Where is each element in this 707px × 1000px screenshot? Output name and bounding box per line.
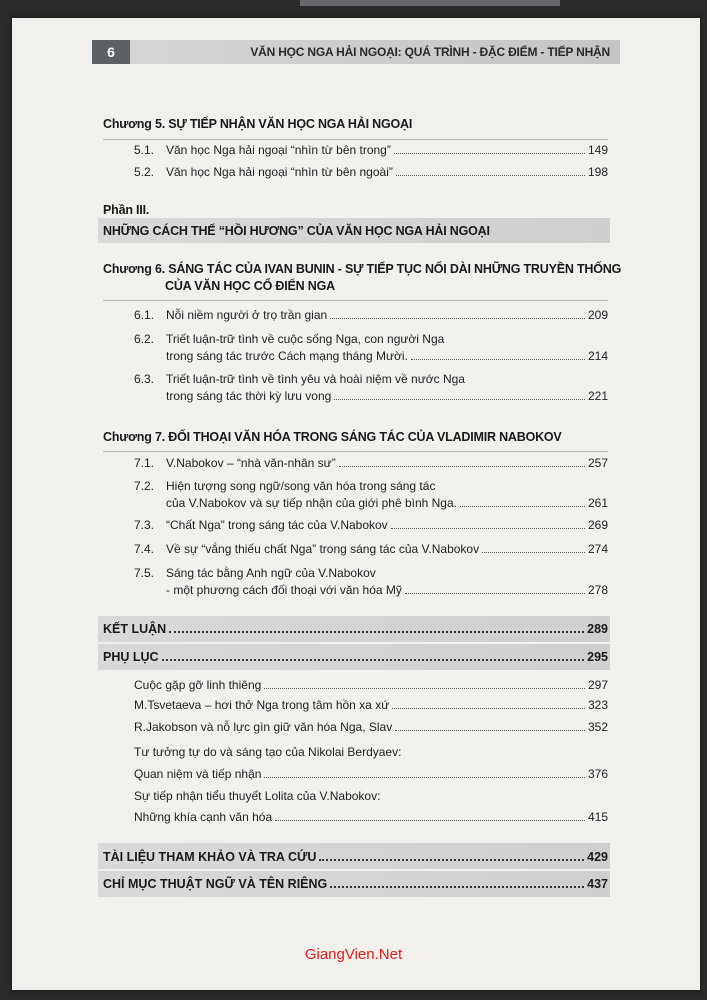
- toc-entry-5-2[interactable]: 5.2. Văn học Nga hải ngoại “nhìn từ bên ngoài” 198: [134, 165, 608, 179]
- divider: [103, 451, 608, 452]
- toc-entry-7-4[interactable]: 7.4. Về sự “vắng thiếu chất Nga” trong sáng tác của V.Nabokov 274: [134, 542, 608, 556]
- toc-entry-appendix-5[interactable]: Sự tiếp nhận tiểu thuyết Lolita của V.Nabokov: Những khía cạnh văn hóa 415: [134, 789, 608, 824]
- toc-entry-references[interactable]: TÀI LIỆU THAM KHẢO VÀ TRA CỨU 429: [103, 850, 608, 864]
- part-3-title: NHỮNG CÁCH THẾ “HỒI HƯƠNG” CỦA VĂN HỌC NGA HẢI NGOẠI: [103, 224, 490, 238]
- toc-entry-7-3[interactable]: 7.3. “Chất Nga” trong sáng tác của V.Nabokov 269: [134, 518, 608, 532]
- chapter-6-title-line-2: CỦA VĂN HỌC CỔ ĐIỂN NGA: [165, 279, 335, 293]
- toc-entry-6-2[interactable]: 6.2. Triết luận-trữ tình về cuộc sống Nga, con người Nga trong sáng tác trước Cách mạng tháng Mười. 214: [134, 332, 608, 363]
- toc-entry-6-1[interactable]: 6.1. Nỗi niềm người ở trọ trần gian 209: [134, 308, 608, 322]
- watermark-text: GiangVien.Net: [304, 946, 403, 963]
- toc-entry-5-1[interactable]: 5.1. Văn học Nga hải ngoại “nhìn từ bên trong” 149: [134, 143, 608, 157]
- divider: [103, 139, 608, 140]
- toc-entry-7-2[interactable]: 7.2. Hiện tượng song ngữ/song văn hóa trong sáng tác của V.Nabokov và sự tiếp nhận của giới phê bình Nga. 261: [134, 479, 608, 510]
- toc-entry-appendix-3[interactable]: R.Jakobson và nỗ lực gìn giữ văn hóa Nga, Slav 352: [134, 720, 608, 734]
- page-header: [92, 40, 620, 64]
- chapter-6-title-line-1: Chương 6. SÁNG TÁC CỦA IVAN BUNIN - SỰ TIẾP TỤC NỐI DÀI NHỮNG TRUYỀN THỐNG: [103, 262, 622, 276]
- toc-entry-appendix-1[interactable]: Cuộc gặp gỡ linh thiêng 297: [134, 678, 608, 692]
- toc-entry-appendix-2[interactable]: M.Tsvetaeva – hơi thở Nga trong tâm hồn xa xứ 323: [134, 698, 608, 712]
- toc-entry-appendix[interactable]: PHỤ LỤC 295: [103, 650, 608, 664]
- toc-entry-6-3[interactable]: 6.3. Triết luận-trữ tình về tình yêu và hoài niệm về nước Nga trong sáng tác thời kỳ lưu vong 221: [134, 372, 608, 403]
- toc-entry-conclusion[interactable]: KẾT LUẬN 289: [103, 622, 608, 636]
- toc-entry-appendix-4[interactable]: Tư tưởng tự do và sáng tạo của Nikolai Berdyaev: Quan niệm và tiếp nhận 376: [134, 745, 608, 781]
- divider: [103, 300, 608, 301]
- toc-entry-7-5[interactable]: 7.5. Sáng tác bằng Anh ngữ của V.Nabokov - một phương cách đối thoại với văn hóa Mỹ 278: [134, 566, 608, 597]
- page-number: 6: [92, 40, 130, 64]
- toc-entry-index[interactable]: CHỈ MỤC THUẬT NGỮ VÀ TÊN RIÊNG 437: [103, 877, 608, 891]
- chapter-7-title: Chương 7. ĐỐI THOẠI VĂN HÓA TRONG SÁNG TÁC CỦA VLADIMIR NABOKOV: [103, 430, 562, 444]
- toc-entry-7-1[interactable]: 7.1. V.Nabokov – “nhà văn-nhân sư” 257: [134, 456, 608, 470]
- running-title: VĂN HỌC NGA HẢI NGOẠI: QUÁ TRÌNH - ĐẶC ĐIỂM - TIẾP NHẬN: [250, 45, 610, 59]
- part-3-label: Phần III.: [103, 203, 150, 217]
- chapter-5-title: Chương 5. SỰ TIẾP NHẬN VĂN HỌC NGA HẢI NGOẠI: [103, 117, 413, 131]
